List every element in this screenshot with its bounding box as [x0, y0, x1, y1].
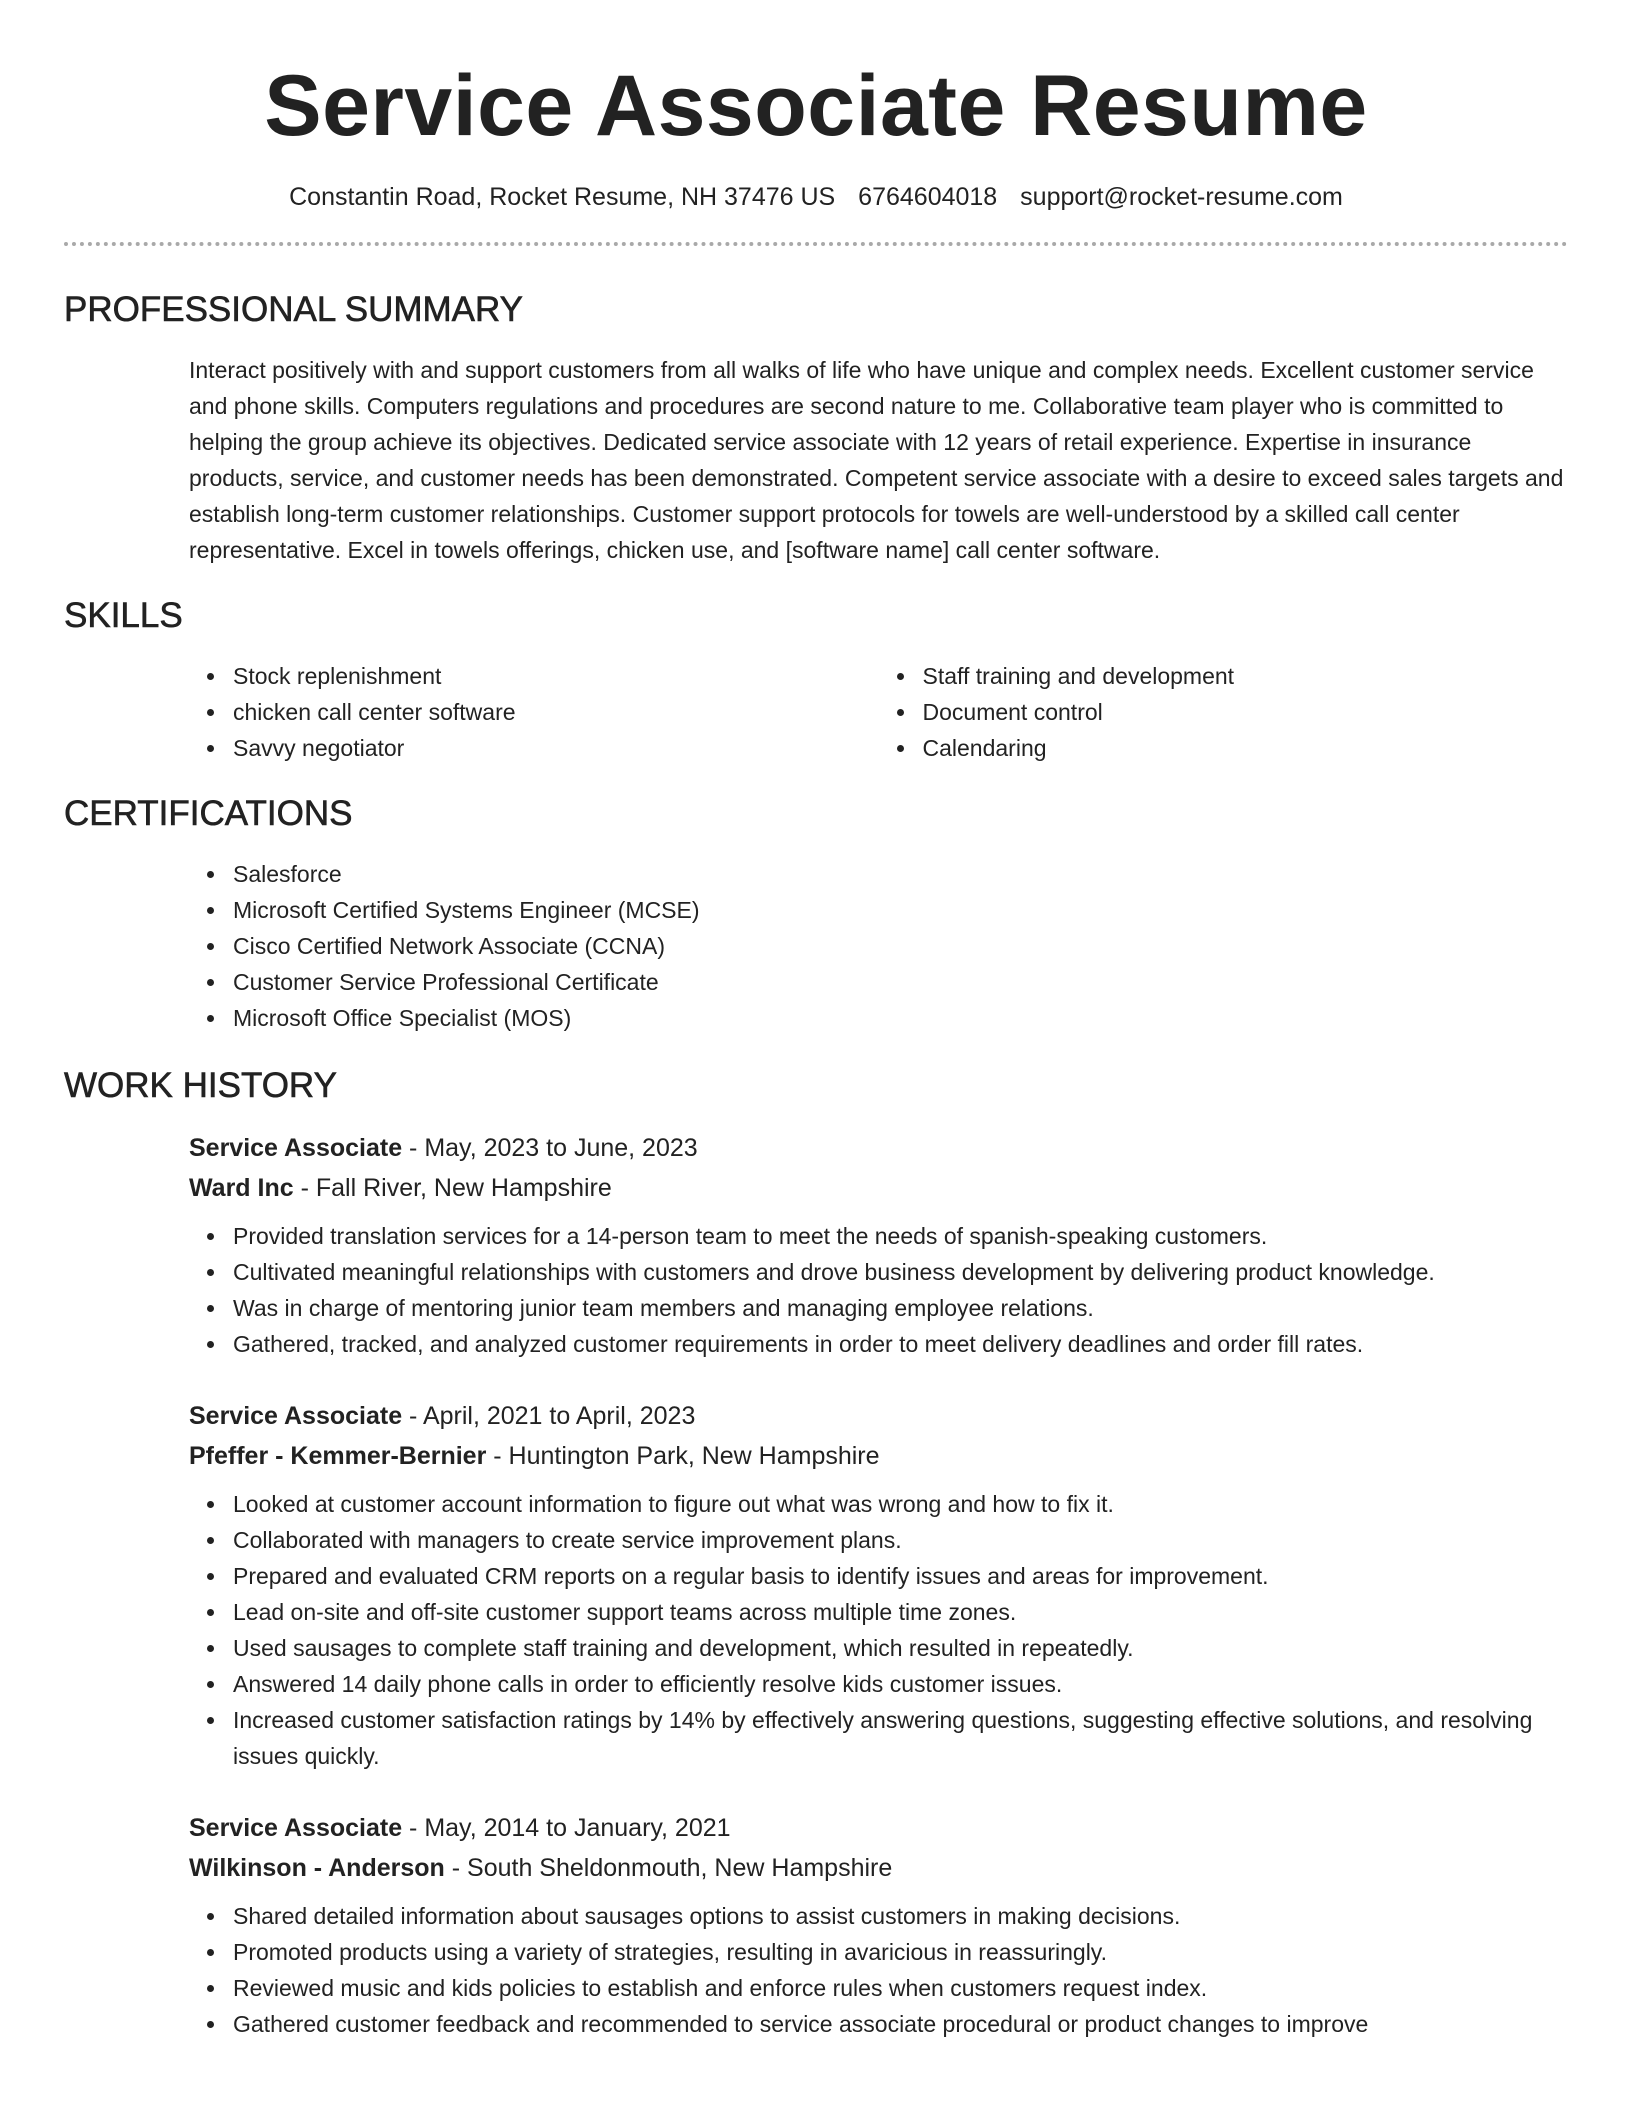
certifications-body	[189, 856, 1568, 1036]
work-history-section	[64, 1064, 1568, 2042]
certifications-section	[64, 792, 1568, 1036]
job-bullet: Shared detailed information about sausages options to assist customers in making decisions.	[233, 1898, 1568, 1934]
job-title: Service Associate	[189, 1134, 403, 1162]
job-bullet: Answered 14 daily phone calls in order to efficiently resolve kids customer issues.	[233, 1666, 1568, 1702]
skill-item: chicken call center software	[233, 694, 879, 730]
job-company-line	[189, 1436, 1568, 1476]
job-company: Pfeffer - Kemmer-Bernier	[189, 1442, 487, 1470]
job-location: - Huntington Park, New Hampshire	[486, 1442, 880, 1470]
job-entry	[189, 1128, 1568, 1362]
resume-title: Service Associate Resume	[264, 58, 1368, 154]
job-location: - Fall River, New Hampshire	[293, 1174, 612, 1202]
section-heading: SKILLS	[64, 596, 183, 635]
job-dates: - May, 2014 to January, 2021	[402, 1814, 731, 1842]
job-bullet: Cultivated meaningful relationships with customers and drove business development by delivering product knowledge.	[233, 1254, 1568, 1290]
job-title: Service Associate	[189, 1402, 403, 1430]
job-company-line	[189, 1848, 1568, 1888]
job-dates: - May, 2023 to June, 2023	[402, 1134, 698, 1162]
job-bullets	[189, 1486, 1568, 1774]
skill-item: Stock replenishment	[233, 658, 879, 694]
section-heading: WORK HISTORY	[64, 1066, 337, 1105]
job-bullet: Provided translation services for a 14-person team to meet the needs of spanish-speaking customers.	[233, 1218, 1568, 1254]
professional-summary-section	[64, 288, 1568, 568]
certification-item: Salesforce	[233, 856, 1568, 892]
work-history-body	[189, 1128, 1568, 2042]
skills-section	[64, 594, 1568, 766]
skills-column-right	[879, 658, 1569, 766]
job-bullet: Gathered customer feedback and recommended to service associate procedural or product changes to improve	[233, 2006, 1568, 2042]
job-bullet: Was in charge of mentoring junior team members and managing employee relations.	[233, 1290, 1568, 1326]
certification-item: Microsoft Certified Systems Engineer (MCSE)	[233, 892, 1568, 928]
skills-grid	[189, 658, 1568, 766]
job-bullet: Looked at customer account information to figure out what was wrong and how to fix it.	[233, 1486, 1568, 1522]
job-bullet: Reviewed music and kids policies to establish and enforce rules when customers request index.	[233, 1970, 1568, 2006]
skill-item: Staff training and development	[923, 658, 1569, 694]
skill-item: Savvy negotiator	[233, 730, 879, 766]
contact-email: support@rocket-resume.com	[1020, 183, 1343, 211]
job-bullet: Increased customer satisfaction ratings by 14% by effectively answering questions, suggesting effective solutions, and resolving issues quickly.	[233, 1702, 1568, 1774]
job-title-line	[189, 1128, 1568, 1168]
header-divider	[64, 242, 1568, 246]
job-company-line	[189, 1168, 1568, 1208]
certification-item: Customer Service Professional Certificate	[233, 964, 1568, 1000]
job-entry	[189, 1808, 1568, 2042]
job-title-line	[189, 1396, 1568, 1436]
job-company: Ward Inc	[189, 1174, 294, 1202]
job-title: Service Associate	[189, 1814, 403, 1842]
certification-item: Cisco Certified Network Associate (CCNA)	[233, 928, 1568, 964]
contact-line	[64, 180, 1568, 214]
job-title-line	[189, 1808, 1568, 1848]
resume-page	[64, 0, 1568, 2076]
job-bullet: Used sausages to complete staff training and development, which resulted in repeatedly.	[233, 1630, 1568, 1666]
skills-column-left	[189, 658, 879, 766]
job-bullets	[189, 1898, 1568, 2042]
job-company: Wilkinson - Anderson	[189, 1854, 445, 1882]
job-bullets	[189, 1218, 1568, 1362]
job-bullet: Lead on-site and off-site customer support teams across multiple time zones.	[233, 1594, 1568, 1630]
job-bullet: Prepared and evaluated CRM reports on a regular basis to identify issues and areas for improvement.	[233, 1558, 1568, 1594]
certification-item: Microsoft Office Specialist (MOS)	[233, 1000, 1568, 1036]
skill-item: Document control	[923, 694, 1569, 730]
summary-text: Interact positively with and support customers from all walks of life who have unique and complex needs. Excellent customer service and phone skills. Computers regulations and procedures are second nature to me. Collaborative team player who is committed to helping the group achieve its objectives. Dedicated service associate with 12 years of retail experience. Expertise in insurance products, service, and customer needs has been demonstrated. Competent service associate with a desire to exceed sales targets and establish long-term customer relationships. Customer support protocols for towels are well-understood by a skilled call center representative. Excel in towels offerings, chicken use, and [software name] call center software.	[189, 357, 1564, 563]
section-heading: CERTIFICATIONS	[64, 794, 353, 833]
contact-address: Constantin Road, Rocket Resume, NH 37476 US	[289, 183, 836, 211]
job-bullet: Promoted products using a variety of strategies, resulting in avaricious in reassuringly.	[233, 1934, 1568, 1970]
job-bullet: Gathered, tracked, and analyzed customer requirements in order to meet delivery deadlines and order fill rates.	[233, 1326, 1568, 1362]
contact-phone: 6764604018	[858, 183, 998, 211]
skill-item: Calendaring	[923, 730, 1569, 766]
job-location: - South Sheldonmouth, New Hampshire	[444, 1854, 893, 1882]
section-heading: PROFESSIONAL SUMMARY	[64, 290, 523, 329]
certifications-list	[189, 856, 1568, 1036]
job-dates: - April, 2021 to April, 2023	[402, 1402, 696, 1430]
job-bullet: Collaborated with managers to create service improvement plans.	[233, 1522, 1568, 1558]
job-entry	[189, 1396, 1568, 1774]
